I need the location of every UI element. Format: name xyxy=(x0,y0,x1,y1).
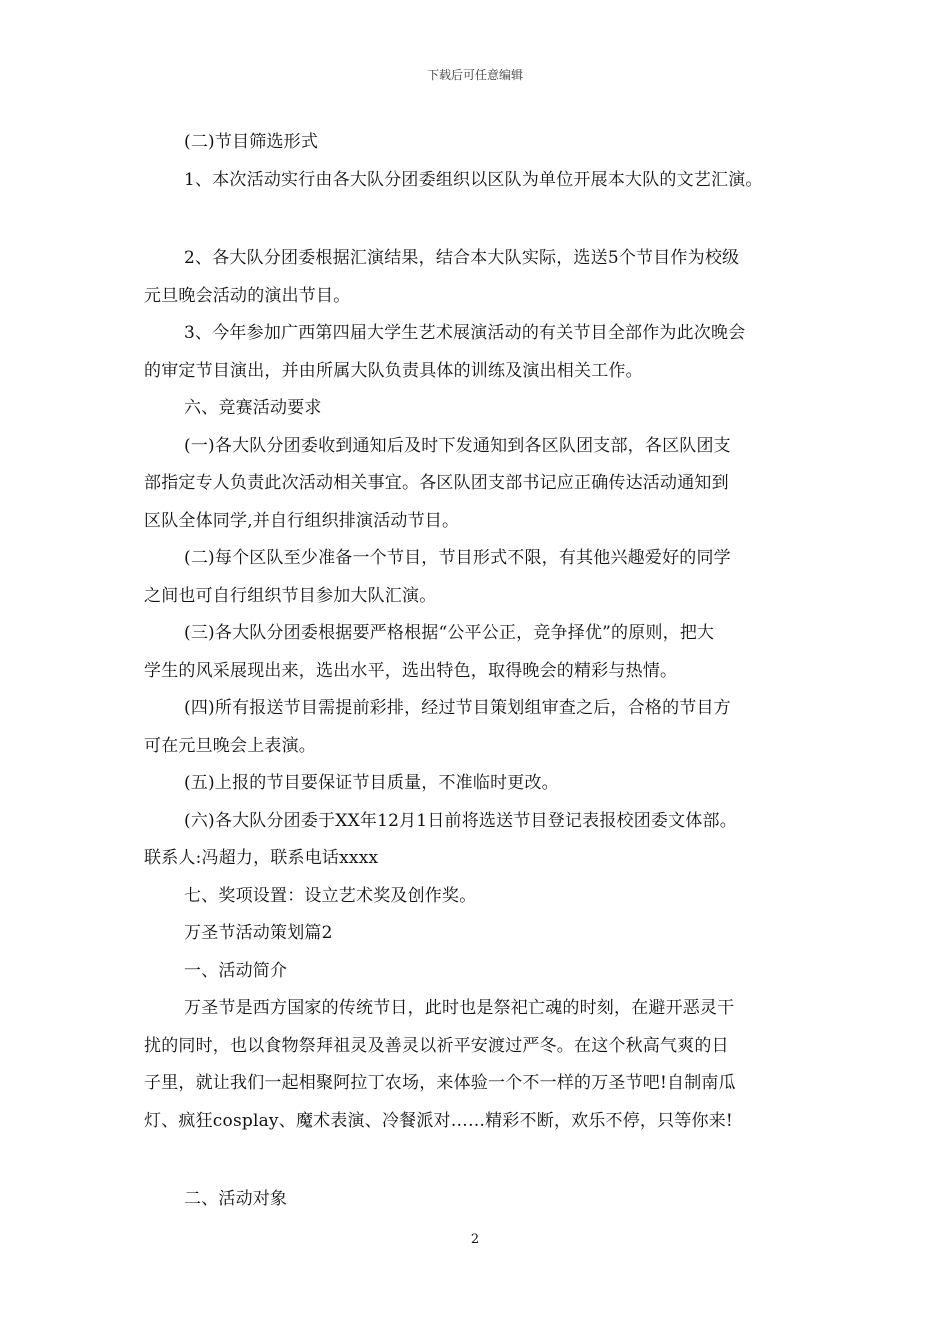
paragraph-line: 可在元旦晚会上表演。 xyxy=(144,735,316,756)
paragraph-line: 的审定节目演出，并由所属大队负责具体的训练及演出相关工作。 xyxy=(144,360,643,381)
paragraph-line: (六)各大队分团委于XX年12月1日前将选送节目登记表报校团委文体部。 xyxy=(184,810,737,831)
article-title: 万圣节活动策划篇2 xyxy=(184,923,333,943)
paragraph-line: 学生的风采展现出来，选出水平，选出特色，取得晚会的精彩与热情。 xyxy=(144,660,678,681)
document-body xyxy=(144,124,824,1219)
paragraph-line: (一)各大队分团委收到通知后及时下发通知到各区队团支部，各区队团支 xyxy=(184,435,731,456)
paragraph-line: 3、今年参加广西第四届大学生艺术展演活动的有关节目全部作为此次晚会 xyxy=(184,323,746,343)
paragraph-line: 1、本次活动实行由各大队分团委组织以区队为单位开展本大队的文艺汇演。 xyxy=(184,169,763,190)
paragraph-line: 扰的同时，也以食物祭拜祖灵及善灵以祈平安渡过严冬。在这个秋高气爽的日 xyxy=(144,1035,729,1056)
paragraph-line: 灯、疯狂cosplay、魔术表演、冷餐派对……精彩不断，欢乐不停，只等你来! xyxy=(144,1110,733,1131)
section-heading: 一、活动简介 xyxy=(184,960,288,981)
page-header: 下载后可任意编辑 xyxy=(426,68,523,82)
paragraph-gap xyxy=(144,1140,824,1181)
section-heading: 二、活动对象 xyxy=(184,1189,288,1209)
paragraph-line: 区队全体同学,并自行组织排演活动节目。 xyxy=(144,510,460,531)
paragraph-line: 元旦晚会活动的演出节目。 xyxy=(144,285,351,306)
section-heading: 六、竞赛活动要求 xyxy=(184,398,322,418)
section-heading: (二)节目筛选形式 xyxy=(184,132,319,152)
paragraph-line: (四)所有报送节目需提前彩排，经过节目策划组审查之后，合格的节目方 xyxy=(184,698,731,718)
paragraph-line: 2、各大队分团委根据汇演结果，结合本大队实际，选送5个节目作为校级 xyxy=(184,248,740,268)
paragraph-gap xyxy=(144,199,824,240)
paragraph-line: (五)上报的节目要保证节目质量，不准临时更改。 xyxy=(184,773,559,793)
paragraph-line: 部指定专人负责此次活动相关事宜。各区队团支部书记应正确传达活动通知到 xyxy=(144,473,729,493)
paragraph-line: (二)每个区队至少准备一个节目，节目形式不限，有其他兴趣爱好的同学 xyxy=(184,548,731,568)
paragraph-line: 之间也可自行组织节目参加大队汇演。 xyxy=(144,585,437,606)
page-number: 2 xyxy=(470,1232,480,1247)
paragraph-line: 万圣节是西方国家的传统节日，此时也是祭祀亡魂的时刻，在避开恶灵干 xyxy=(184,998,735,1018)
paragraph-line: 联系人:冯超力，联系电话xxxx xyxy=(144,848,379,868)
paragraph-line: 子里，就让我们一起相聚阿拉丁农场，来体验一个不一样的万圣节吧!自制南瓜 xyxy=(144,1073,736,1093)
section-heading: 七、奖项设置：设立艺术奖及创作奖。 xyxy=(184,885,477,906)
paragraph-line: (三)各大队分团委根据要严格根据“公平公正，竞争择优”的原则，把大 xyxy=(184,623,715,643)
